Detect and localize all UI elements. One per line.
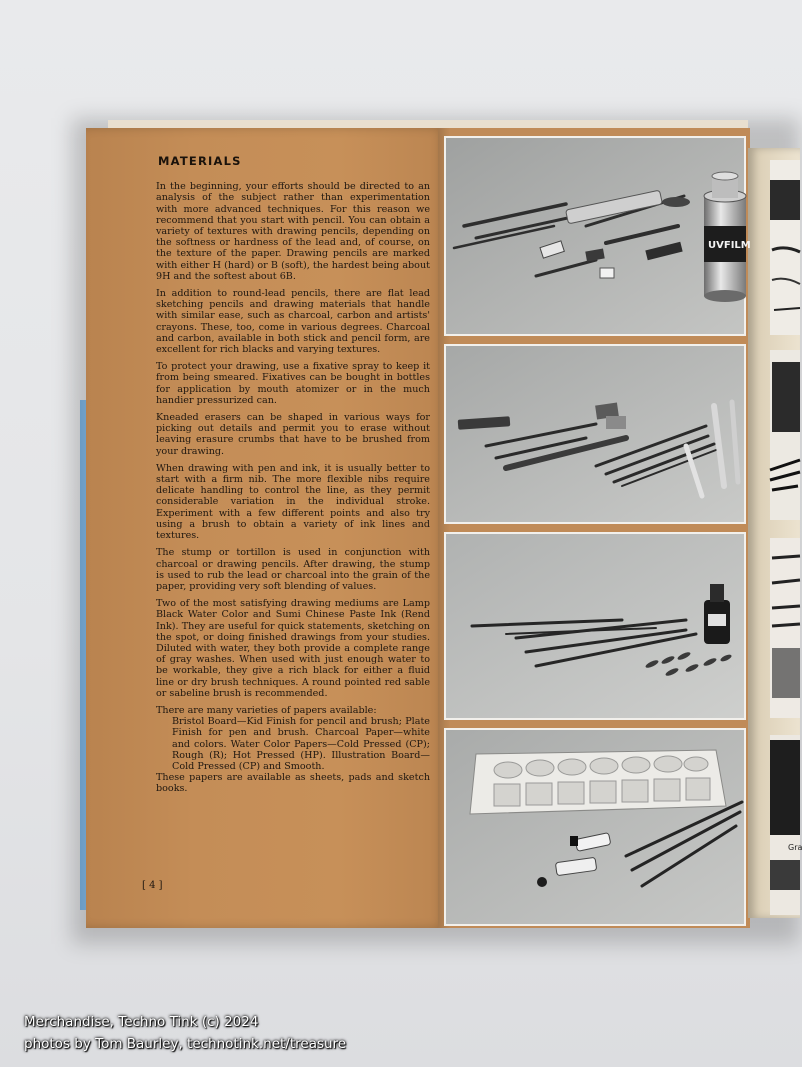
next-page-strokes-3 bbox=[770, 538, 800, 718]
page-heading: MATERIALS bbox=[158, 154, 242, 168]
charcoal-and-stumps-photo bbox=[444, 344, 746, 524]
papers-intro: There are many varieties of papers available: bbox=[156, 704, 377, 716]
pens-and-ink-illustration bbox=[446, 534, 744, 718]
paragraph-erasers: Kneaded erasers can be shaped in various ways for picking out details and permit you to erase without leaving erasure crumbs that have to be brushed from your drawing. bbox=[156, 412, 430, 457]
materials-text-column bbox=[156, 156, 430, 801]
credit-line-1: Merchandise, Techno Tink (c) 2024 bbox=[24, 1014, 259, 1030]
palette-and-brushes-photo bbox=[444, 728, 746, 926]
next-page-strokes-4 bbox=[770, 735, 800, 915]
next-page-strokes-2 bbox=[770, 350, 800, 520]
paragraph-charcoal: In addition to round-lead pencils, there are flat lead sketching pencils and drawing materials that handle with similar ease, such as charcoal, carbon and artists' crayons. These, too, come in various degrees. Charcoal and carbon, available in both stick and pencil form, are excellent for rich blacks and varying textures. bbox=[156, 288, 430, 356]
charcoal-and-stumps-illustration bbox=[446, 346, 744, 522]
next-page-panel-4 bbox=[770, 735, 800, 915]
pencils-and-fixative-photo bbox=[444, 136, 751, 336]
paragraph-stump: The stump or tortillon is used in conjunction with charcoal or drawing pencils. After drawing, the stump is used to rub the lead or charcoal into the grain of the paper, providing very soft blending of values. bbox=[156, 547, 430, 592]
fixative-can-label: UVFILM bbox=[708, 240, 751, 251]
next-page-panel-2 bbox=[770, 350, 800, 520]
paragraph-mediums: Two of the most satisfying drawing mediums are Lamp Black Water Color and Sumi Chinese Paste Ink (Rend Ink). They are useful for quick statements, sketching on the spot, or doing finished drawings from your studies. Diluted with water, they both provide a complete range of gray washes. When used with just enough water to be workable, they give a rich black for either a fluid line or dry brush techniques. A round pointed red sable or sabeline brush is recommended. bbox=[156, 598, 430, 699]
next-page-text-fragment: Gra bbox=[788, 843, 802, 852]
paragraph-fixative: To protect your drawing, use a fixative spray to keep it from being smeared. Fixatives can be bought in bottles for application by mouth atomizer or in the much handier pressurized can. bbox=[156, 361, 430, 406]
pencils-and-fixative-illustration bbox=[446, 138, 751, 334]
papers-list: Bristol Board—Kid Finish for pencil and brush; Plate Finish for pen and brush. Charcoal Paper—white and colors. Water Color Papers—Cold Pressed (CP); Rough (R); Hot Pressed (HP). Illustration Board—Cold Pressed (CP) and Smooth. bbox=[172, 716, 430, 772]
credit-line-2: photos by Tom Baurley, technotink.net/treasure bbox=[24, 1036, 347, 1052]
palette-and-brushes-illustration bbox=[446, 730, 744, 924]
pens-and-ink-photo bbox=[444, 532, 746, 720]
next-page-panel-3 bbox=[770, 538, 800, 718]
paragraph-pencil: In the beginning, your efforts should be directed to an analysis of the subject rather than experimentation with more advanced techniques. For this reason we recommend that you start with pencil. You can obtain a variety of textures with drawing pencils, depending on the softness or hardness of the lead and, of course, on the texture of the paper. Drawing pencils are marked with either H (hard) or B (soft), the hardest being about 9H and the softest about 6B. bbox=[156, 181, 430, 282]
paragraph-pen-ink: When drawing with pen and ink, it is usually better to start with a firm nib. The more flexible nibs require delicate handling to control the line, as they permit considerable variation in the individual stroke. Experiment with a few different points and also try using a brush to obtain a variety of ink lines and textures. bbox=[156, 462, 430, 542]
papers-outro: These papers are available as sheets, pads and sketch books. bbox=[156, 772, 430, 795]
next-page-strokes-1 bbox=[770, 160, 800, 335]
next-page-panel-1 bbox=[770, 160, 800, 335]
page-number: [ 4 ] bbox=[142, 880, 163, 891]
